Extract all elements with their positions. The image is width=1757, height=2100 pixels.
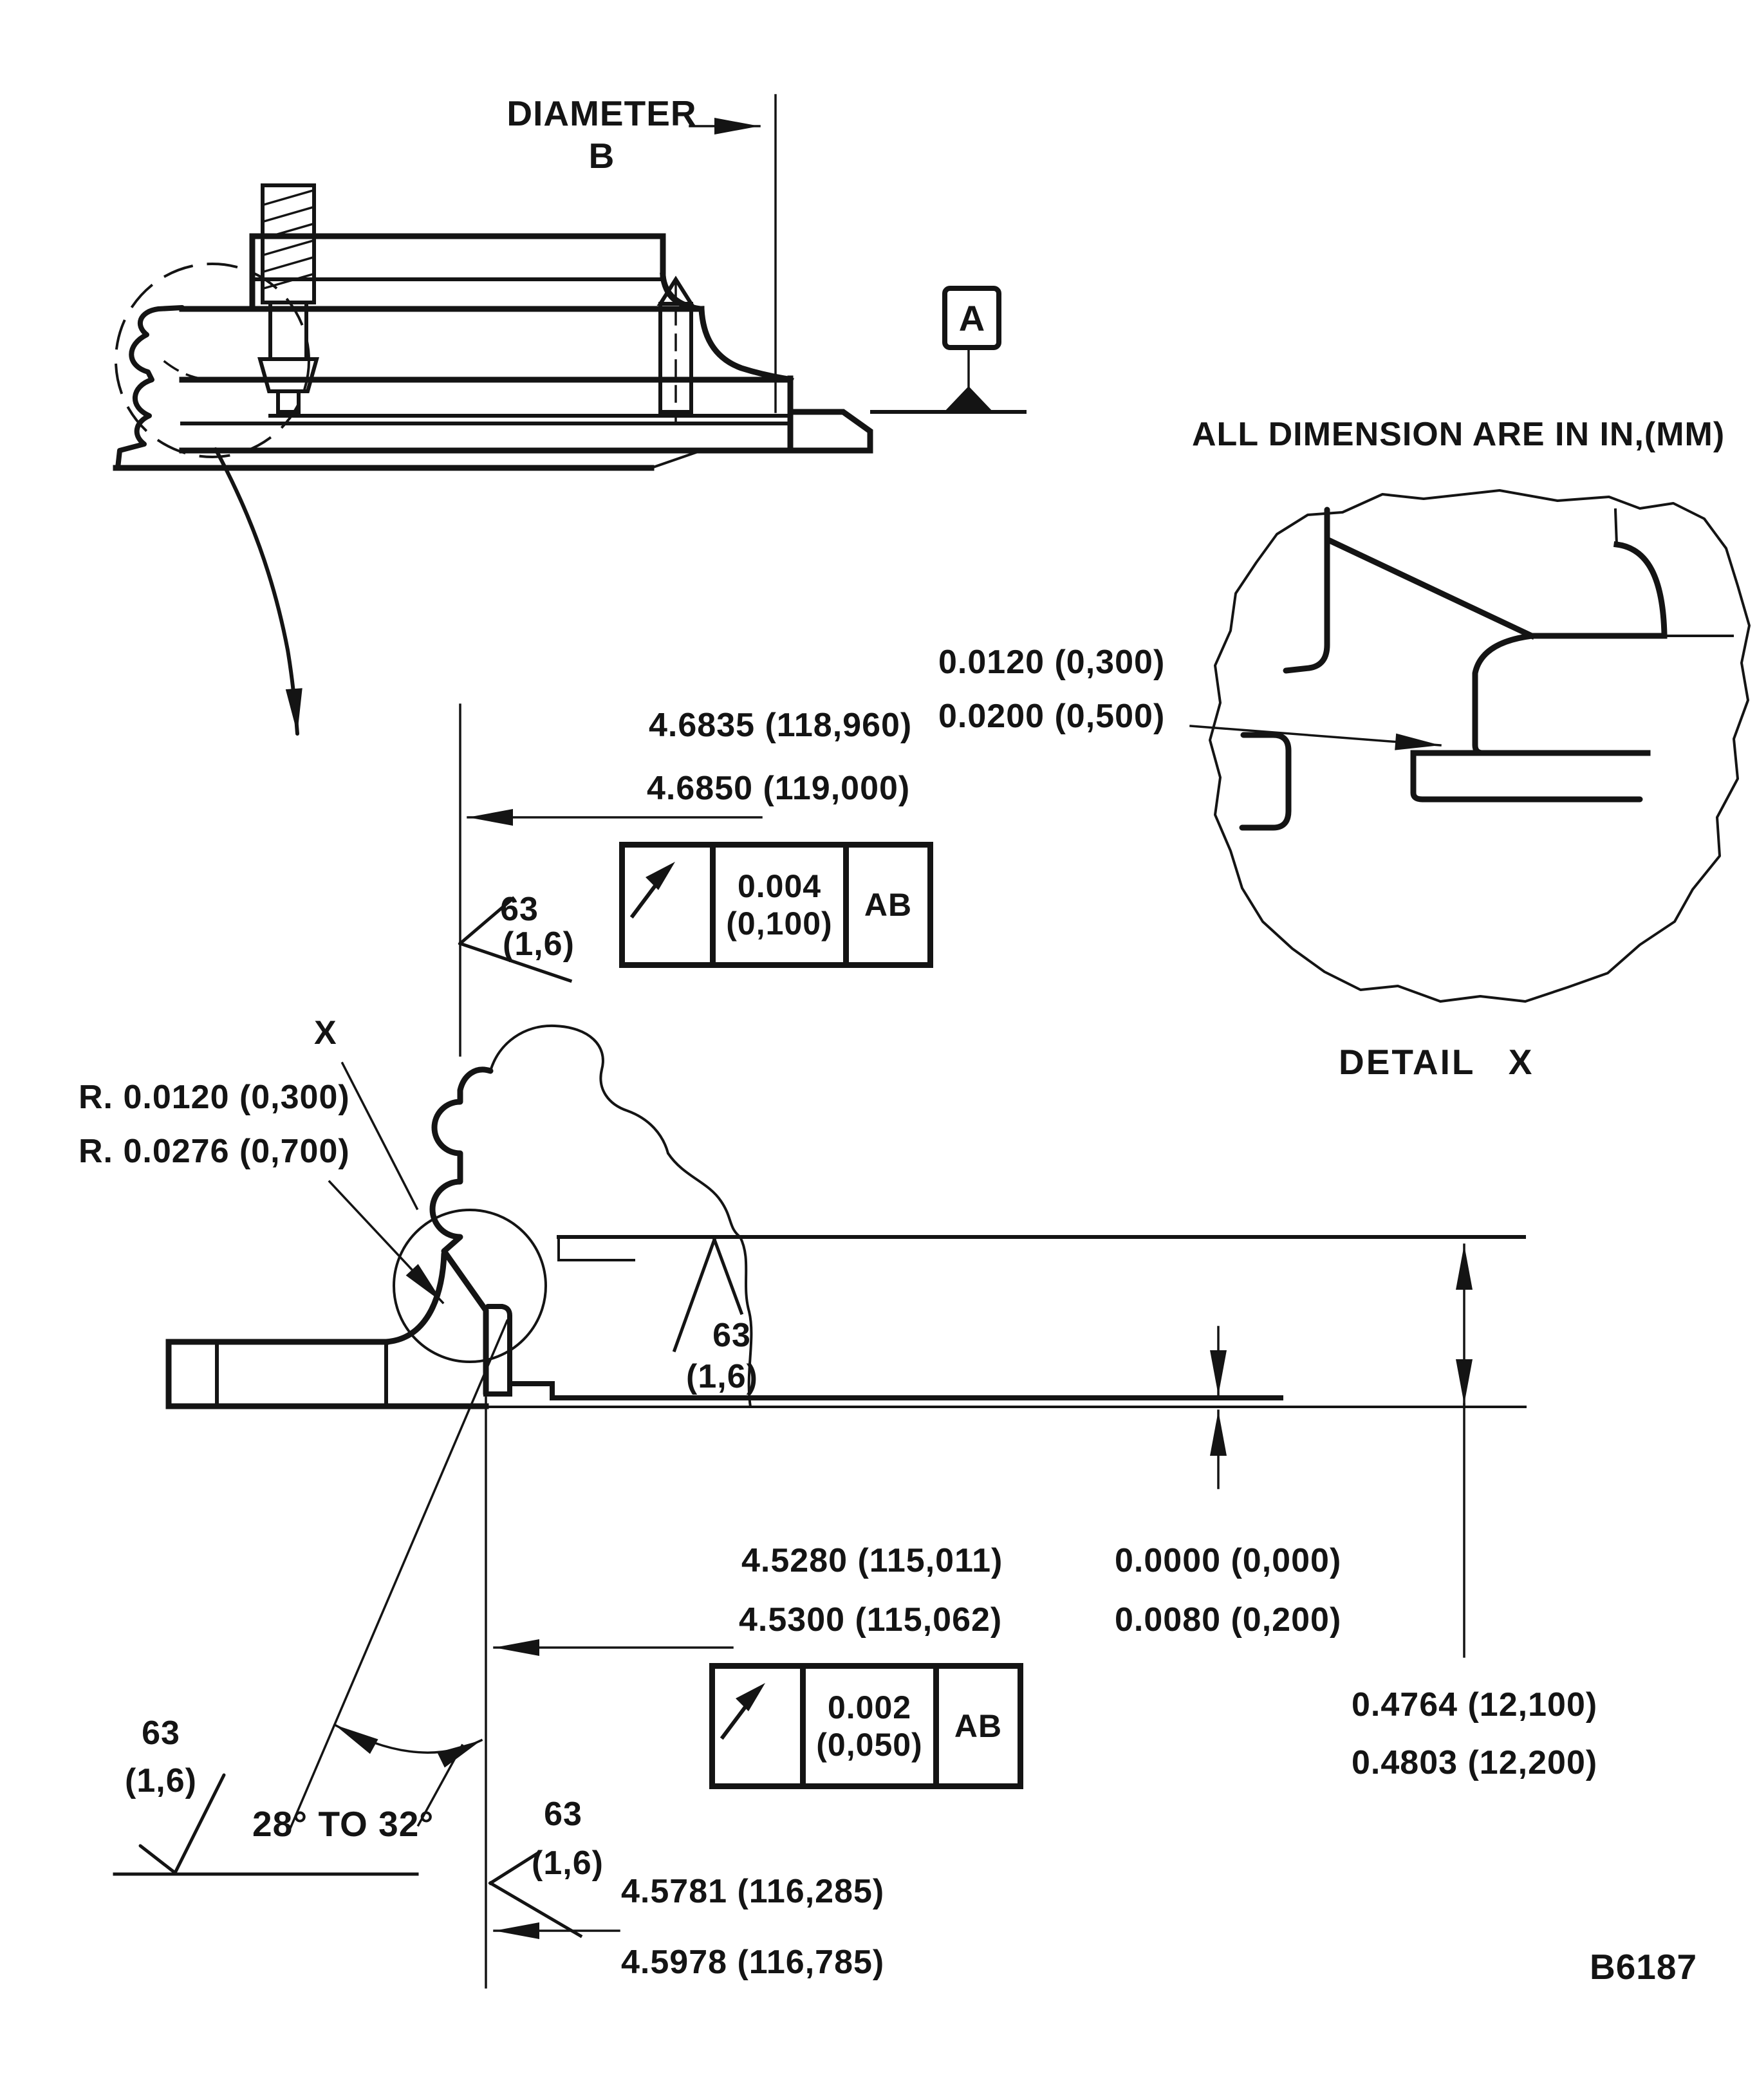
detail-x-view [1191, 490, 1749, 1001]
tolerance-inch: 0.004 [737, 868, 822, 904]
corner-steps [486, 1384, 552, 1398]
runout-arrow-icon [625, 848, 684, 926]
detail-x-title: DETAIL X [1339, 1042, 1534, 1082]
hidden-edge-dashed [165, 362, 221, 380]
finish-chamfer-mm: (1,6) [125, 1762, 197, 1799]
finish-top-mm: (1,6) [503, 925, 575, 963]
torn-top-edge [490, 1026, 668, 1153]
radius-leader [330, 1182, 443, 1303]
finish-pilot-value: 63 [544, 1796, 582, 1833]
pilot-width-dim-line1: 4.5280 (115,011) [741, 1542, 1003, 1579]
pilot-inner-edge [488, 1306, 510, 1384]
datum-refs: AB [864, 887, 913, 923]
depth-dim-line1: 0.4764 (12,100) [1352, 1686, 1598, 1724]
tolerance-mm: (0,050) [816, 1727, 923, 1763]
runout-symbol-cell [625, 848, 710, 962]
finish-face-mm: (1,6) [686, 1358, 758, 1395]
pilot-width-dim-line2: 4.5300 (115,062) [739, 1601, 1003, 1639]
chamfer-angle-dimension [288, 1321, 507, 1833]
flange-section [169, 1342, 486, 1406]
diameter-b-letter: B [588, 136, 615, 176]
feature-control-frame-outer [619, 842, 933, 968]
datum-triangle [944, 386, 994, 413]
outer-width-dim-line2: 4.6850 (119,000) [647, 770, 911, 807]
datum-ref-cell [933, 1669, 1018, 1783]
zoom-curved-arrow [216, 449, 297, 734]
chamfer-width-dim-line1: 4.5781 (116,285) [621, 1873, 885, 1910]
undercut-callout-line1: 0.0120 (0,300) [938, 644, 1166, 681]
tolerance-cell [800, 1669, 933, 1783]
datum-a-flag [942, 286, 1001, 350]
runout-arrow-icon [715, 1669, 774, 1747]
diameter-b-label: DIAMETER [507, 93, 697, 133]
finish-face-value: 63 [712, 1317, 751, 1354]
undercut-callout-line2: 0.0200 (0,500) [938, 698, 1166, 735]
tolerance-cell [710, 848, 843, 962]
seal-groove-profile [118, 308, 182, 468]
depth-dim-line2: 0.4803 (12,200) [1352, 1744, 1598, 1781]
feature-control-frame-pilot [709, 1663, 1023, 1789]
finish-pilot-mm: (1,6) [532, 1844, 604, 1882]
finish-chamfer-value: 63 [142, 1714, 180, 1752]
detail-x-leader [342, 1063, 417, 1209]
tolerance-inch: 0.002 [827, 1689, 912, 1725]
chamfer-width-dim-line2: 4.5978 (116,785) [621, 1944, 885, 1981]
detail-x-ref-label: X [314, 1014, 337, 1052]
datum-a-target [872, 343, 1025, 413]
finish-top-value: 63 [500, 891, 539, 928]
runout-symbol-cell [715, 1669, 800, 1783]
datum-ref-cell [843, 848, 927, 962]
undercut-leader-line [1191, 726, 1440, 745]
chamfer-angle-label: 28° TO 32° [252, 1804, 434, 1844]
step-dim-line1: 0.0000 (0,000) [1115, 1542, 1342, 1579]
outer-width-dim-line1: 4.6835 (118,960) [649, 707, 913, 744]
torn-right-edge [668, 1153, 740, 1237]
upper-rotor-section [116, 95, 1025, 734]
radius-callout-line1: R. 0.0120 (0,300) [79, 1079, 350, 1116]
tolerance-mm: (0,100) [726, 906, 833, 942]
figure-number: B6187 [1590, 1947, 1698, 1987]
units-note: ALL DIMENSION ARE IN IN,(MM) [1192, 416, 1725, 453]
radius-callout-line2: R. 0.0276 (0,700) [79, 1133, 350, 1170]
datum-refs: AB [954, 1708, 1003, 1744]
hub-groove-profile [432, 1070, 490, 1394]
datum-a-letter: A [958, 297, 985, 339]
step-dim-line2: 0.0080 (0,200) [1115, 1601, 1342, 1639]
